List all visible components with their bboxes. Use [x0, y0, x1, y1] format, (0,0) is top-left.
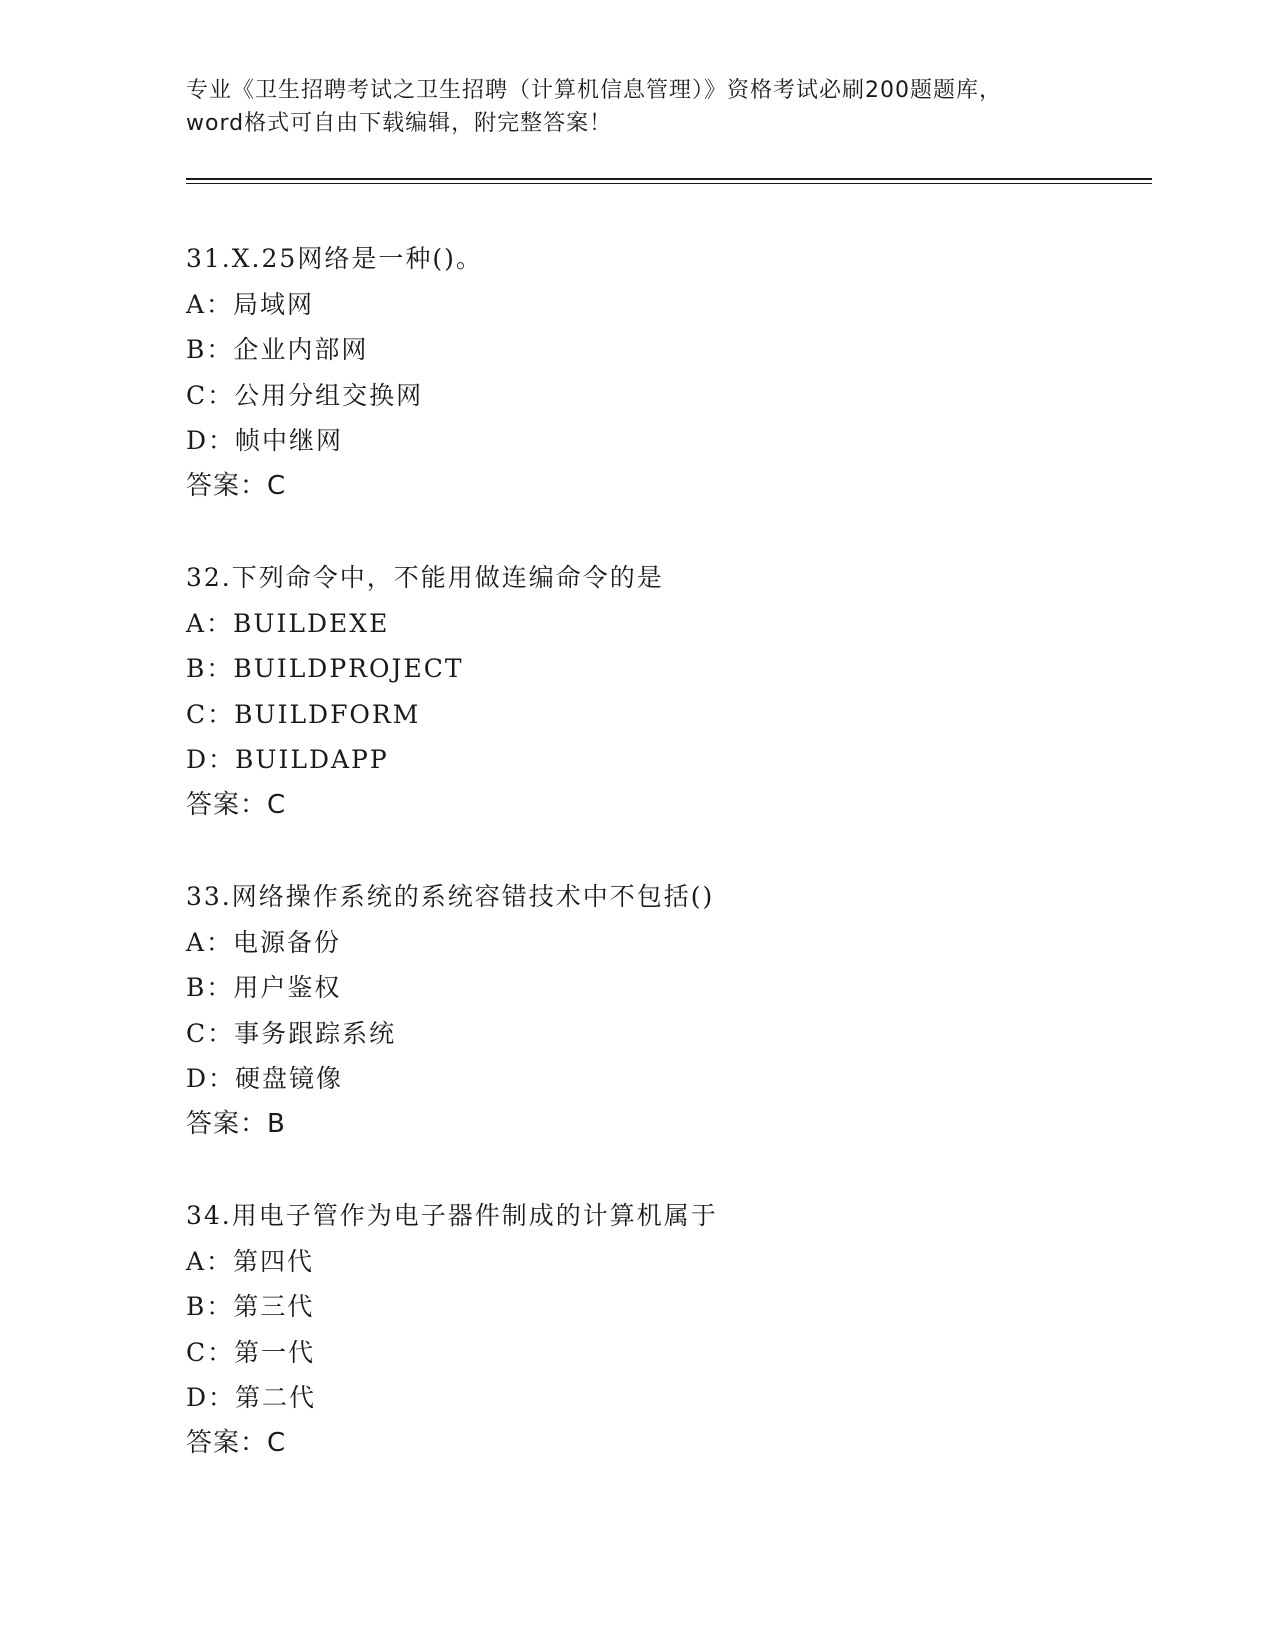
- option-d: D：第二代: [186, 1383, 317, 1412]
- answer: 答案：C: [186, 789, 287, 820]
- header-line-1: 专业《卫生招聘考试之卫生招聘（计算机信息管理）》资格考试必刷200题题库，: [186, 78, 1002, 103]
- question-title: 32.下列命令中，不能用做连编命令的是: [186, 563, 664, 592]
- question-title: 31.X.25网络是一种()。: [186, 244, 483, 273]
- answer: 答案：C: [186, 1427, 287, 1458]
- option-b: B：第三代: [186, 1292, 315, 1321]
- option-c: C：BUILDFORM: [186, 699, 421, 729]
- question-title: 34.用电子管作为电子器件制成的计算机属于: [186, 1201, 718, 1230]
- option-b: B：企业内部网: [186, 335, 369, 364]
- option-b: B：用户鉴权: [186, 973, 342, 1002]
- question-34: [186, 1193, 1146, 1466]
- option-d: D：BUILDAPP: [186, 745, 389, 774]
- option-a: A：局域网: [186, 289, 315, 319]
- option-a: A：第四代: [186, 1246, 315, 1276]
- header-divider-top: [186, 178, 1152, 180]
- answer: 答案：B: [186, 1108, 286, 1139]
- option-b: B：BUILDPROJECT: [186, 654, 464, 683]
- document-header: [186, 74, 1086, 140]
- header-divider-bottom: [186, 183, 1152, 184]
- option-c: C：事务跟踪系统: [186, 1018, 397, 1048]
- option-c: C：公用分组交换网: [186, 380, 424, 410]
- option-d: D：硬盘镜像: [186, 1064, 344, 1093]
- option-a: A：电源备份: [186, 927, 342, 957]
- question-31: [186, 236, 1146, 509]
- question-33: [186, 874, 1146, 1147]
- question-title: 33.网络操作系统的系统容错技术中不包括(): [186, 882, 715, 911]
- option-a: A：BUILDEXE: [186, 608, 390, 638]
- header-line-2: word格式可自由下载编辑，附完整答案！: [186, 111, 613, 136]
- question-32: [186, 555, 1146, 828]
- question-list: [186, 236, 1146, 1512]
- answer: 答案：C: [186, 470, 287, 501]
- option-d: D：帧中继网: [186, 426, 344, 455]
- option-c: C：第一代: [186, 1337, 316, 1367]
